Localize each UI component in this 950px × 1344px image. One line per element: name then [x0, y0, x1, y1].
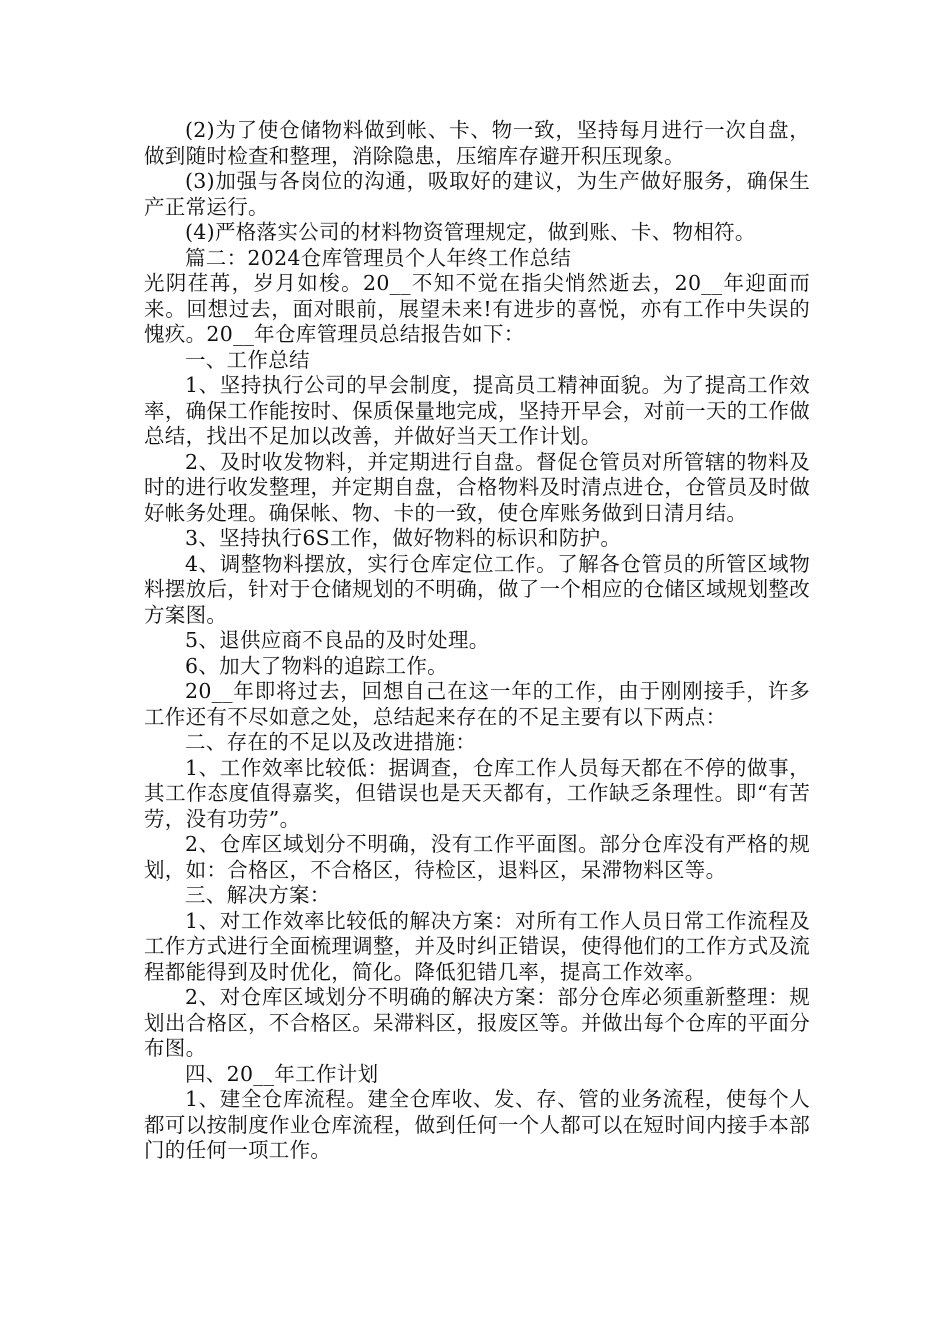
paragraph: 2、及时收发物料，并定期进行自盘。督促仓管员对所管辖的物料及时的进行收发整理，并定期自盘，合格物料及时清点进仓，仓管员及时做好帐务处理。确保帐、物、卡的一致，使仓库账务做到日清月结。 [144, 449, 810, 525]
paragraph: (2)为了使仓储物料做到帐、卡、物一致，坚持每月进行一次自盘，做到随时检查和整理，消除隐患，压缩库存避开积压现象。 [144, 118, 810, 168]
paragraph: 6、加大了物料的追踪工作。 [185, 653, 448, 678]
paragraph: 1、坚持执行公司的早会制度，提高员工精神面貌。为了提高工作效率，确保工作能按时、保质保量地完成，坚持开早会，对前一天的工作做总结，找出不足加以改善，并做好当天工作计划。 [144, 373, 810, 448]
paragraph: 5、退供应商不良品的及时处理。 [185, 628, 490, 652]
paragraph: 1、对工作效率比较低的解决方案：对所有工作人员日常工作流程及工作方式进行全面梳理调整，并及时纠正错误，使得他们的工作方式及流程都能得到及时优化，简化。降低犯错几率，提高工作效率。 [144, 908, 810, 984]
section-heading: 四、20__年工作计划 [185, 1061, 379, 1086]
paragraph: 光阴荏苒，岁月如梭。20__不知不觉在指尖悄然逝去，20__年迎面而来。回想过去，面对眼前，展望未来!有进步的喜悦，亦有工作中失误的愧疚。20__年仓库管理员总结报告如下： [144, 271, 810, 346]
paragraph: 1、工作效率比较低：据调查，仓库工作人员每天都在不停的做事，其工作态度值得嘉奖，但错误也是天天都有，工作缺乏条理性。即“有苦劳，没有功劳”。 [144, 755, 810, 831]
paragraph: 2、对仓库区域划分不明确的解决方案：部分仓库必须重新整理：规划出合格区，不合格区。呆滞料区，报废区等。并做出每个仓库的平面分布图。 [144, 985, 810, 1060]
section-title: 篇二：2024仓库管理员个人年终工作总结 [185, 245, 572, 270]
section-heading: 三、解决方案： [185, 883, 331, 907]
paragraph: 4、调整物料摆放，实行仓库定位工作。了解各仓管员的所管区域物料摆放后，针对于仓储规划的不明确，做了一个相应的仓储区域规划整改方案图。 [144, 551, 810, 627]
section-heading: 一、工作总结 [185, 347, 310, 372]
paragraph: 1、建全仓库流程。建全仓库收、发、存、管的业务流程，使每个人都可以按制度作业仓库流程，做到任何一个人都可以在短时间内接手本部门的任何一项工作。 [144, 1087, 810, 1162]
paragraph: 2、仓库区域划分不明确，没有工作平面图。部分仓库没有严格的规划，如：合格区，不合格区，待检区，退料区，呆滞物料区等。 [144, 832, 810, 882]
document-body [144, 118, 810, 1164]
paragraph: (4)严格落实公司的材料物资管理规定，做到账、卡、物相符。 [185, 220, 756, 244]
paragraph: (3)加强与各岗位的沟通，吸取好的建议，为生产做好服务，确保生产正常运行。 [144, 169, 810, 219]
paragraph: 20__年即将过去，回想自己在这一年的工作，由于刚刚接手，许多工作还有不尽如意之处，总结起来存在的不足主要有以下两点： [144, 679, 810, 729]
paragraph: 3、坚持执行6S工作，做好物料的标识和防护。 [185, 526, 622, 550]
section-heading: 二、存在的不足以及改进措施： [185, 730, 477, 754]
